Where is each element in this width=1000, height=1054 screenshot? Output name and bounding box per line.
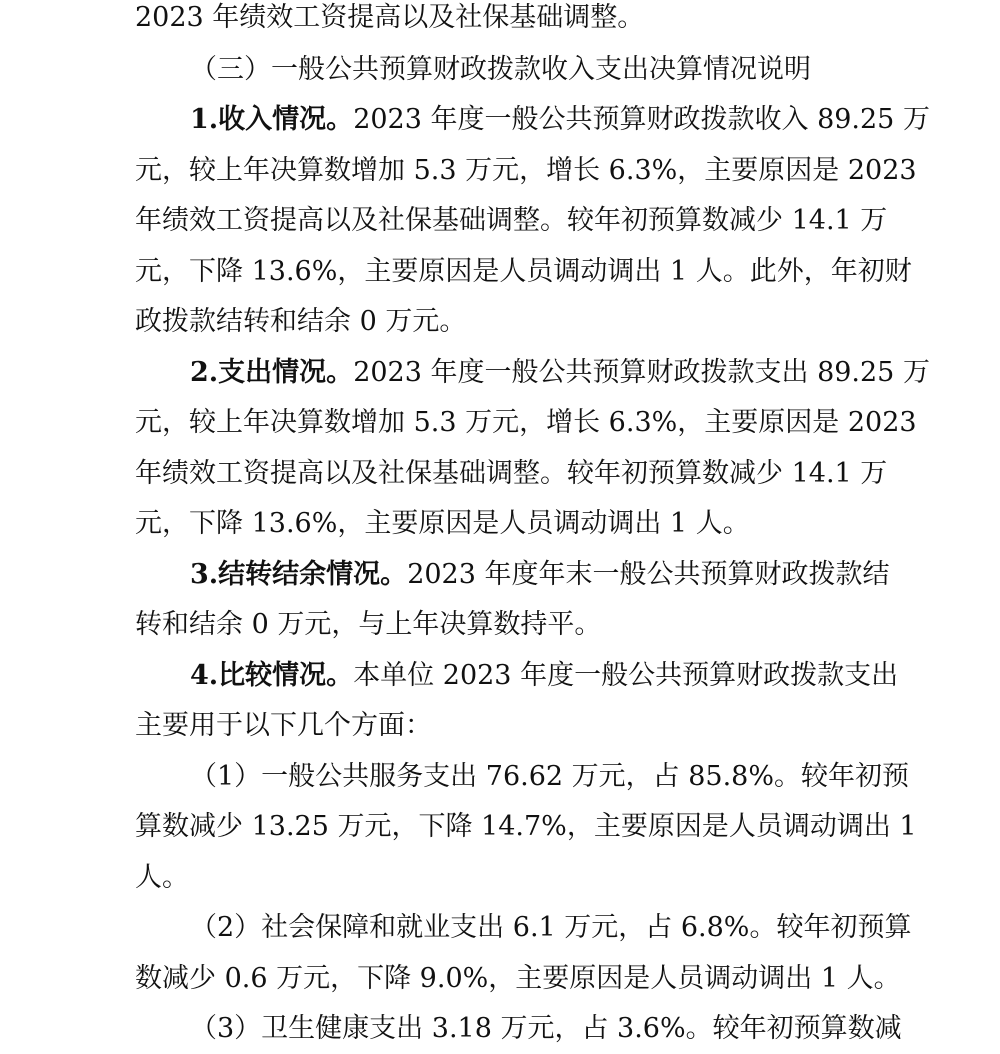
text-line — [135, 145, 917, 196]
text-line — [135, 296, 875, 347]
section-heading — [190, 44, 811, 95]
text-segment: （1）一般公共服务支出 76.62 万元，占 85.8%。较年初预 — [190, 761, 909, 792]
text-segment: （2）社会保障和就业支出 6.1 万元，占 6.8%。较年初预算 — [190, 912, 912, 943]
text-segment: 算数减少 13.25 万元，下降 14.7%，主要原因是人员调动调出 1 — [135, 811, 917, 842]
text-line — [135, 498, 875, 549]
text-line — [190, 902, 912, 953]
text-segment: 本单位 2023 年度一般公共预算财政拨款支出 — [353, 660, 899, 691]
text-segment: 元，较上年决算数增加 5.3 万元，增长 6.3%，主要原因是 2023 — [135, 155, 917, 186]
text-line — [135, 700, 875, 751]
text-segment: 年绩效工资提高以及社保基础调整。较年初预算数减少 14.1 万 — [135, 458, 888, 489]
subheading-label: 4.比较情况。 — [190, 660, 354, 691]
text-line — [190, 650, 899, 701]
text-line — [135, 953, 901, 1004]
subheading-label: 1.收入情况。 — [190, 104, 354, 135]
text-line — [190, 94, 930, 145]
text-segment: 2023 年绩效工资提高以及社保基础调整。 — [135, 2, 645, 33]
text-line — [135, 246, 912, 297]
text-line — [135, 195, 888, 246]
text-line — [135, 852, 875, 903]
text-segment: 2023 年度一般公共预算财政拨款支出 89.25 万 — [353, 357, 930, 388]
text-line — [190, 549, 890, 600]
text-segment: 人。 — [135, 862, 189, 893]
text-line — [135, 801, 917, 852]
text-segment: 主要用于以下几个方面： — [135, 710, 432, 741]
text-segment: 数减少 0.6 万元，下降 9.0%，主要原因是人员调动调出 1 人。 — [135, 963, 901, 994]
text-line — [135, 397, 917, 448]
subheading-label: 3.结转结余情况。 — [190, 559, 408, 590]
text-segment: （三）一般公共预算财政拨款收入支出决算情况说明 — [190, 54, 811, 85]
text-segment: 元，较上年决算数增加 5.3 万元，增长 6.3%，主要原因是 2023 — [135, 407, 917, 438]
text-line — [135, 448, 888, 499]
text-segment: 2023 年度一般公共预算财政拨款收入 89.25 万 — [353, 104, 930, 135]
text-segment: 转和结余 0 万元，与上年决算数持平。 — [135, 609, 602, 640]
text-line — [190, 751, 909, 802]
text-segment: 政拨款结转和结余 0 万元。 — [135, 306, 467, 337]
text-line — [190, 347, 930, 398]
text-segment: 年绩效工资提高以及社保基础调整。较年初预算数减少 14.1 万 — [135, 205, 888, 236]
text-line — [135, 599, 875, 650]
text-line — [135, 0, 875, 43]
text-segment: 元，下降 13.6%，主要原因是人员调动调出 1 人。 — [135, 508, 750, 539]
text-segment: 元，下降 13.6%，主要原因是人员调动调出 1 人。此外，年初财 — [135, 256, 912, 287]
text-segment: （3）卫生健康支出 3.18 万元，占 3.6%。较年初预算数减 — [190, 1013, 902, 1044]
text-segment: 2023 年度年末一般公共预算财政拨款结 — [407, 559, 890, 590]
subheading-label: 2.支出情况。 — [190, 357, 354, 388]
text-line — [190, 1003, 902, 1054]
